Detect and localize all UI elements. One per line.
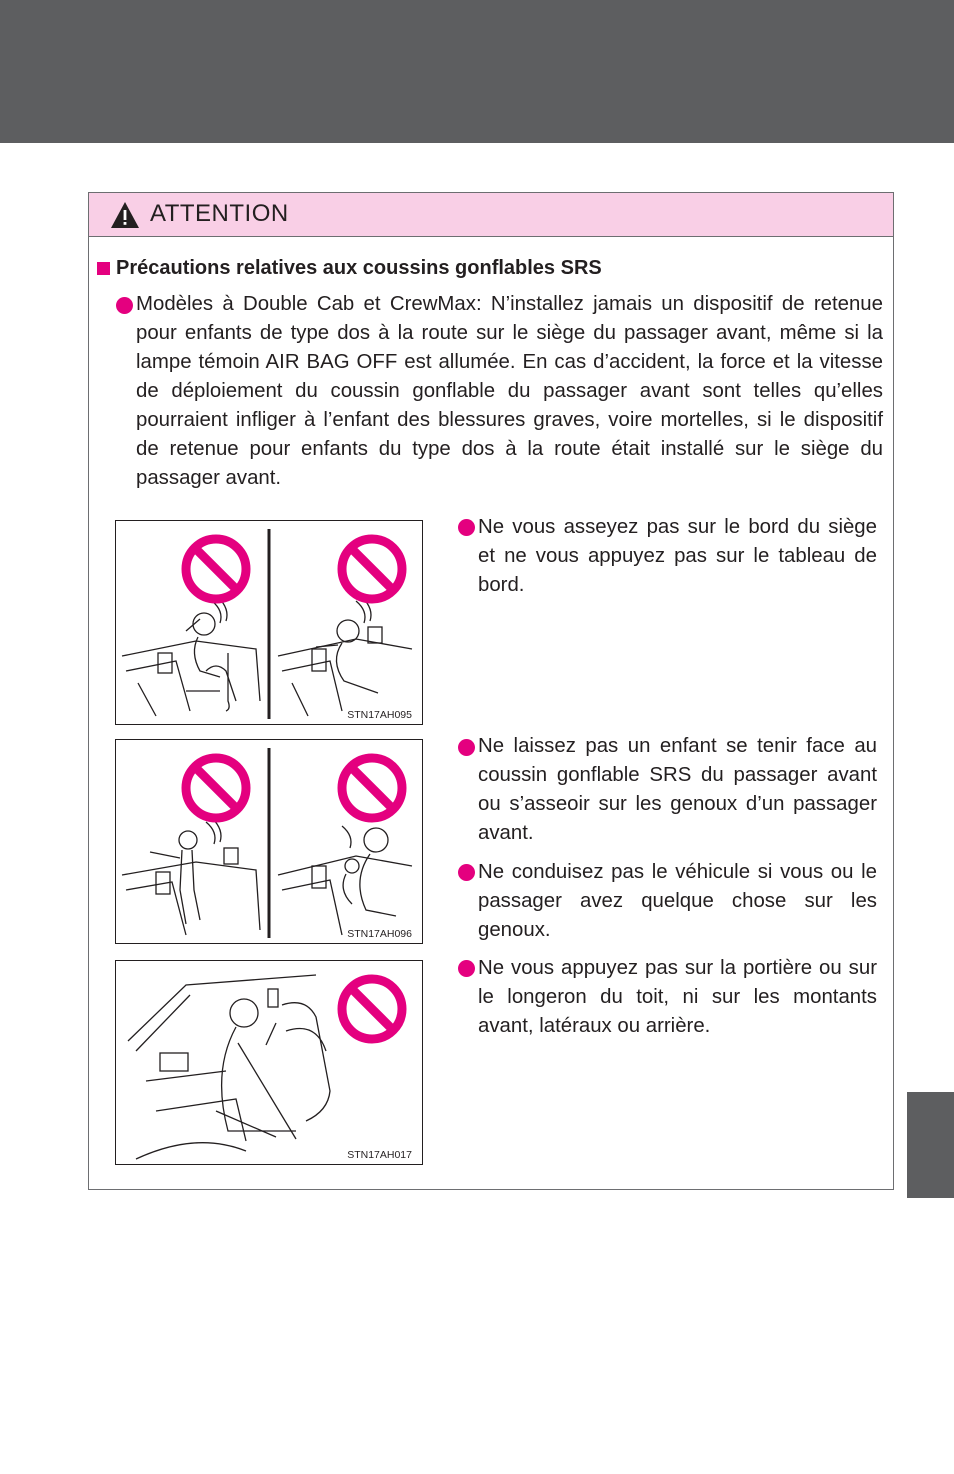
bullet-dot-icon xyxy=(116,297,133,314)
attention-header xyxy=(89,193,893,237)
section-title: Précautions relatives aux coussins gonflables SRS xyxy=(116,257,602,279)
chapter-tab xyxy=(907,1092,954,1198)
page-header-band xyxy=(0,0,954,143)
bullet-text-5: Ne vous appuyez pas sur la portière ou sur le longeron du toit, ni sur les montants avant, latéraux ou arrière. xyxy=(478,957,877,1037)
bullet-dot-icon xyxy=(458,960,475,977)
figure-code: STN17AH096 xyxy=(347,928,412,940)
bullet-text-4: Ne conduisez pas le véhicule si vous ou le passager avez quelque chose sur les genoux. xyxy=(478,861,877,941)
figure-2 xyxy=(115,739,423,944)
bullet-dot-icon xyxy=(458,864,475,881)
illustration-child-facing-airbag xyxy=(116,740,422,943)
square-bullet-icon xyxy=(97,262,110,275)
figure-3 xyxy=(115,960,423,1165)
figure-1 xyxy=(115,520,423,725)
section-heading xyxy=(97,257,602,280)
warning-triangle-icon xyxy=(110,201,140,229)
bullet-dot-icon xyxy=(458,519,475,536)
bullet-dot-icon xyxy=(458,739,475,756)
attention-box xyxy=(88,192,894,1190)
illustration-leaning-door xyxy=(116,961,422,1164)
bullet-text-1: Modèles à Double Cab et CrewMax: N’installez jamais un dispositif de retenue pour enfants de type dos à la route sur le siège du passager avant, même si la lampe témoin AIR BAG OFF est allumée. En cas d’accident, la force et la vitesse de déploiement du coussin gonflable du passager avant sont telles qu’elles pourraient infliger à l’enfant des blessures graves, voire mortelles, si le dispositif de retenue pour enfants du type dos à la route était installé sur le siège du passager avant. xyxy=(136,293,883,489)
figure-code: STN17AH017 xyxy=(347,1149,412,1161)
attention-title: ATTENTION xyxy=(150,200,289,227)
illustration-leaning-dashboard xyxy=(116,521,422,724)
bullet-text-2: Ne vous asseyez pas sur le bord du siège et ne vous appuyez pas sur le tableau de bord. xyxy=(478,516,877,596)
figure-code: STN17AH095 xyxy=(347,709,412,721)
bullet-text-3: Ne laissez pas un enfant se tenir face au coussin gonflable SRS du passager avant ou s’asseoir sur les genoux d’un passager avant. xyxy=(478,735,877,844)
